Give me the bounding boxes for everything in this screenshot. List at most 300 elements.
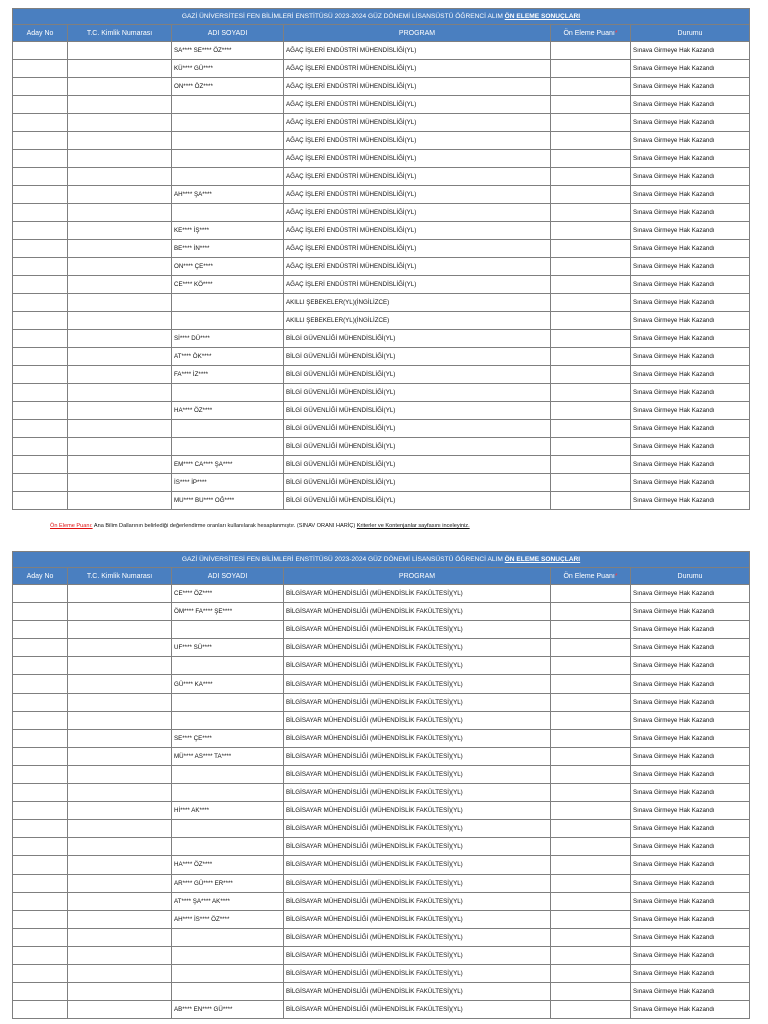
table-row: [13, 747, 750, 765]
score-cell: [551, 747, 631, 765]
status-cell: Sınava Girmeye Hak Kazandı: [631, 96, 750, 114]
program-cell: BİLGİSAYAR MÜHENDİSLİĞİ (MÜHENDİSLİK FAKÜLTESİ)(YL): [284, 765, 551, 783]
table-row: [13, 312, 750, 330]
status-cell: Sınava Girmeye Hak Kazandı: [631, 150, 750, 168]
col-header-name: ADI SOYADI: [172, 568, 284, 585]
column-header-row: [13, 25, 750, 42]
name-cell: [172, 838, 284, 856]
column-header-row: [13, 568, 750, 585]
name-cell: ON**** ÖZ****: [172, 78, 284, 96]
score-cell: [551, 420, 631, 438]
score-cell: [551, 964, 631, 982]
name-cell: SE**** ÇE****: [172, 729, 284, 747]
score-cell: [551, 802, 631, 820]
col-header-program: PROGRAM: [284, 568, 551, 585]
score-cell: [551, 946, 631, 964]
program-cell: AĞAÇ İŞLERİ ENDÜSTRİ MÜHENDİSLİĞİ(YL): [284, 204, 551, 222]
tc-cell: [68, 892, 172, 910]
name-cell: [172, 114, 284, 132]
aday-no-cell: [13, 946, 68, 964]
aday-no-cell: [13, 186, 68, 204]
aday-no-cell: [13, 402, 68, 420]
program-cell: AĞAÇ İŞLERİ ENDÜSTRİ MÜHENDİSLİĞİ(YL): [284, 222, 551, 240]
status-cell: Sınava Girmeye Hak Kazandı: [631, 657, 750, 675]
table-row: [13, 964, 750, 982]
aday-no-cell: [13, 258, 68, 276]
aday-no-cell: [13, 711, 68, 729]
status-cell: Sınava Girmeye Hak Kazandı: [631, 240, 750, 258]
name-cell: [172, 946, 284, 964]
aday-no-cell: [13, 150, 68, 168]
table-row: [13, 621, 750, 639]
score-cell: [551, 820, 631, 838]
aday-no-cell: [13, 639, 68, 657]
table-row: [13, 78, 750, 96]
tc-cell: [68, 910, 172, 928]
tc-cell: [68, 585, 172, 603]
status-cell: Sınava Girmeye Hak Kazandı: [631, 348, 750, 366]
program-cell: BİLGİSAYAR MÜHENDİSLİĞİ (MÜHENDİSLİK FAKÜLTESİ)(YL): [284, 639, 551, 657]
program-cell: BİLGİSAYAR MÜHENDİSLİĞİ (MÜHENDİSLİK FAKÜLTESİ)(YL): [284, 910, 551, 928]
col-header-program: PROGRAM: [284, 25, 551, 42]
aday-no-cell: [13, 856, 68, 874]
aday-no-cell: [13, 784, 68, 802]
table-row: [13, 456, 750, 474]
status-cell: Sınava Girmeye Hak Kazandı: [631, 330, 750, 348]
tc-cell: [68, 348, 172, 366]
aday-no-cell: [13, 765, 68, 783]
name-cell: Sİ**** DÜ****: [172, 330, 284, 348]
table-row: [13, 348, 750, 366]
col-header-tc: T.C. Kimlik Numarası: [68, 25, 172, 42]
score-cell: [551, 240, 631, 258]
tc-cell: [68, 186, 172, 204]
status-cell: Sınava Girmeye Hak Kazandı: [631, 420, 750, 438]
score-cell: [551, 384, 631, 402]
aday-no-cell: [13, 60, 68, 78]
footnote-text: Ana Bilim Dallarının belirlediği değerlendirme oranları kullanılarak hesaplanmıştır. (SINAV ORANI HARİÇ): [93, 523, 356, 529]
program-cell: BİLGİSAYAR MÜHENDİSLİĞİ (MÜHENDİSLİK FAKÜLTESİ)(YL): [284, 983, 551, 1001]
score-cell: [551, 42, 631, 60]
table-row: [13, 928, 750, 946]
aday-no-cell: [13, 78, 68, 96]
table-row: [13, 168, 750, 186]
table-row: [13, 765, 750, 783]
status-cell: Sınava Girmeye Hak Kazandı: [631, 892, 750, 910]
name-cell: CE**** KÖ****: [172, 276, 284, 294]
status-cell: Sınava Girmeye Hak Kazandı: [631, 784, 750, 802]
name-cell: MÜ**** AS**** TA****: [172, 747, 284, 765]
table-row: [13, 675, 750, 693]
status-cell: Sınava Girmeye Hak Kazandı: [631, 312, 750, 330]
program-cell: BİLGİ GÜVENLİĞİ MÜHENDİSLİĞİ(YL): [284, 366, 551, 384]
aday-no-cell: [13, 802, 68, 820]
program-cell: BİLGİSAYAR MÜHENDİSLİĞİ (MÜHENDİSLİK FAKÜLTESİ)(YL): [284, 820, 551, 838]
aday-no-cell: [13, 910, 68, 928]
program-cell: BİLGİSAYAR MÜHENDİSLİĞİ (MÜHENDİSLİK FAKÜLTESİ)(YL): [284, 874, 551, 892]
table-row: [13, 186, 750, 204]
name-cell: FA**** İZ****: [172, 366, 284, 384]
score-cell: [551, 258, 631, 276]
status-cell: Sınava Girmeye Hak Kazandı: [631, 294, 750, 312]
aday-no-cell: [13, 456, 68, 474]
col-header-tc: T.C. Kimlik Numarası: [68, 568, 172, 585]
tc-cell: [68, 240, 172, 258]
table-row: [13, 784, 750, 802]
program-cell: AĞAÇ İŞLERİ ENDÜSTRİ MÜHENDİSLİĞİ(YL): [284, 276, 551, 294]
table-row: [13, 820, 750, 838]
tc-cell: [68, 946, 172, 964]
aday-no-cell: [13, 276, 68, 294]
aday-no-cell: [13, 820, 68, 838]
tc-cell: [68, 456, 172, 474]
name-cell: [172, 621, 284, 639]
aday-no-cell: [13, 96, 68, 114]
name-cell: AT**** ŞA**** AK****: [172, 892, 284, 910]
program-cell: BİLGİ GÜVENLİĞİ MÜHENDİSLİĞİ(YL): [284, 402, 551, 420]
score-header-star: *: [614, 572, 618, 580]
table-row: [13, 438, 750, 456]
results-table-1: [12, 8, 749, 510]
score-cell: [551, 910, 631, 928]
name-cell: EM**** CA**** ŞA****: [172, 456, 284, 474]
col-header-status: Durumu: [631, 568, 750, 585]
status-cell: Sınava Girmeye Hak Kazandı: [631, 983, 750, 1001]
score-cell: [551, 366, 631, 384]
table-row: [13, 114, 750, 132]
aday-no-cell: [13, 729, 68, 747]
table-row: [13, 60, 750, 78]
tc-cell: [68, 765, 172, 783]
score-cell: [551, 222, 631, 240]
tc-cell: [68, 330, 172, 348]
program-cell: BİLGİ GÜVENLİĞİ MÜHENDİSLİĞİ(YL): [284, 474, 551, 492]
name-cell: [172, 204, 284, 222]
status-cell: Sınava Girmeye Hak Kazandı: [631, 693, 750, 711]
tc-cell: [68, 96, 172, 114]
score-header-star: *: [614, 29, 618, 37]
tc-cell: [68, 747, 172, 765]
score-cell: [551, 474, 631, 492]
table-row: [13, 892, 750, 910]
table-row: [13, 276, 750, 294]
program-cell: BİLGİSAYAR MÜHENDİSLİĞİ (MÜHENDİSLİK FAKÜLTESİ)(YL): [284, 621, 551, 639]
tc-cell: [68, 874, 172, 892]
aday-no-cell: [13, 348, 68, 366]
status-cell: Sınava Girmeye Hak Kazandı: [631, 747, 750, 765]
tc-cell: [68, 474, 172, 492]
table-row: [13, 729, 750, 747]
program-cell: BİLGİSAYAR MÜHENDİSLİĞİ (MÜHENDİSLİK FAKÜLTESİ)(YL): [284, 657, 551, 675]
table-row: [13, 384, 750, 402]
name-cell: ON**** ÇE****: [172, 258, 284, 276]
table-row: [13, 402, 750, 420]
name-cell: GÜ**** KA****: [172, 675, 284, 693]
name-cell: AT**** ÖK****: [172, 348, 284, 366]
table-row: [13, 132, 750, 150]
program-cell: BİLGİ GÜVENLİĞİ MÜHENDİSLİĞİ(YL): [284, 438, 551, 456]
table-row: [13, 603, 750, 621]
score-cell: [551, 114, 631, 132]
table-row: [13, 639, 750, 657]
status-cell: Sınava Girmeye Hak Kazandı: [631, 402, 750, 420]
program-cell: AĞAÇ İŞLERİ ENDÜSTRİ MÜHENDİSLİĞİ(YL): [284, 114, 551, 132]
table-row: [13, 983, 750, 1001]
name-cell: [172, 420, 284, 438]
status-cell: Sınava Girmeye Hak Kazandı: [631, 621, 750, 639]
aday-no-cell: [13, 983, 68, 1001]
score-cell: [551, 456, 631, 474]
tc-cell: [68, 42, 172, 60]
name-cell: [172, 765, 284, 783]
table-row: [13, 258, 750, 276]
table-row: [13, 1001, 750, 1019]
score-cell: [551, 838, 631, 856]
name-cell: ÖM**** FA**** ŞE****: [172, 603, 284, 621]
tc-cell: [68, 784, 172, 802]
table-row: [13, 222, 750, 240]
program-cell: BİLGİ GÜVENLİĞİ MÜHENDİSLİĞİ(YL): [284, 420, 551, 438]
program-cell: AKILLI ŞEBEKELER(YL)(İNGİLİZCE): [284, 312, 551, 330]
name-cell: Hİ**** AK****: [172, 802, 284, 820]
program-cell: BİLGİSAYAR MÜHENDİSLİĞİ (MÜHENDİSLİK FAKÜLTESİ)(YL): [284, 711, 551, 729]
program-cell: BİLGİ GÜVENLİĞİ MÜHENDİSLİĞİ(YL): [284, 384, 551, 402]
col-header-name: ADI SOYADI: [172, 25, 284, 42]
table-row: [13, 492, 750, 510]
aday-no-cell: [13, 693, 68, 711]
tc-cell: [68, 928, 172, 946]
table-row: [13, 474, 750, 492]
score-header-text: Ön Eleme Puanı: [563, 29, 615, 37]
status-cell: Sınava Girmeye Hak Kazandı: [631, 456, 750, 474]
score-cell: [551, 96, 631, 114]
name-cell: KE**** İŞ****: [172, 222, 284, 240]
score-cell: [551, 438, 631, 456]
title-highlight: ÖN ELEME SONUÇLARI: [504, 13, 581, 20]
tc-cell: [68, 639, 172, 657]
name-cell: CE**** ÖZ****: [172, 585, 284, 603]
tc-cell: [68, 964, 172, 982]
table-row: [13, 838, 750, 856]
program-cell: BİLGİSAYAR MÜHENDİSLİĞİ (MÜHENDİSLİK FAKÜLTESİ)(YL): [284, 1001, 551, 1019]
status-cell: Sınava Girmeye Hak Kazandı: [631, 928, 750, 946]
col-header-status: Durumu: [631, 25, 750, 42]
name-cell: AH**** ŞA****: [172, 186, 284, 204]
program-cell: BİLGİ GÜVENLİĞİ MÜHENDİSLİĞİ(YL): [284, 492, 551, 510]
score-cell: [551, 603, 631, 621]
aday-no-cell: [13, 366, 68, 384]
aday-no-cell: [13, 132, 68, 150]
score-cell: [551, 186, 631, 204]
program-cell: BİLGİSAYAR MÜHENDİSLİĞİ (MÜHENDİSLİK FAKÜLTESİ)(YL): [284, 747, 551, 765]
tc-cell: [68, 312, 172, 330]
name-cell: AR**** GÜ**** ER****: [172, 874, 284, 892]
status-cell: Sınava Girmeye Hak Kazandı: [631, 874, 750, 892]
status-cell: Sınava Girmeye Hak Kazandı: [631, 114, 750, 132]
name-cell: [172, 294, 284, 312]
tc-cell: [68, 294, 172, 312]
table-row: [13, 42, 750, 60]
aday-no-cell: [13, 874, 68, 892]
name-cell: [172, 964, 284, 982]
name-cell: [172, 820, 284, 838]
table-row: [13, 856, 750, 874]
score-cell: [551, 693, 631, 711]
tc-cell: [68, 492, 172, 510]
aday-no-cell: [13, 928, 68, 946]
aday-no-cell: [13, 384, 68, 402]
status-cell: Sınava Girmeye Hak Kazandı: [631, 186, 750, 204]
table-row: [13, 874, 750, 892]
aday-no-cell: [13, 240, 68, 258]
status-cell: Sınava Girmeye Hak Kazandı: [631, 132, 750, 150]
footnote-label: Ön Eleme Puanı:: [50, 523, 93, 529]
score-cell: [551, 585, 631, 603]
table-row: [13, 204, 750, 222]
name-cell: [172, 150, 284, 168]
table-row: [13, 946, 750, 964]
aday-no-cell: [13, 42, 68, 60]
program-cell: AĞAÇ İŞLERİ ENDÜSTRİ MÜHENDİSLİĞİ(YL): [284, 258, 551, 276]
score-cell: [551, 874, 631, 892]
score-cell: [551, 892, 631, 910]
tc-cell: [68, 856, 172, 874]
tc-cell: [68, 384, 172, 402]
status-cell: Sınava Girmeye Hak Kazandı: [631, 384, 750, 402]
score-cell: [551, 928, 631, 946]
status-cell: Sınava Girmeye Hak Kazandı: [631, 856, 750, 874]
score-cell: [551, 492, 631, 510]
program-cell: AĞAÇ İŞLERİ ENDÜSTRİ MÜHENDİSLİĞİ(YL): [284, 78, 551, 96]
aday-no-cell: [13, 114, 68, 132]
status-cell: Sınava Girmeye Hak Kazandı: [631, 675, 750, 693]
table-row: [13, 420, 750, 438]
name-cell: [172, 784, 284, 802]
program-cell: AĞAÇ İŞLERİ ENDÜSTRİ MÜHENDİSLİĞİ(YL): [284, 96, 551, 114]
score-cell: [551, 657, 631, 675]
tc-cell: [68, 729, 172, 747]
table-title: [13, 9, 750, 25]
aday-no-cell: [13, 312, 68, 330]
status-cell: Sınava Girmeye Hak Kazandı: [631, 603, 750, 621]
col-header-score: [551, 25, 631, 42]
score-cell: [551, 711, 631, 729]
name-cell: İS**** İP****: [172, 474, 284, 492]
status-cell: Sınava Girmeye Hak Kazandı: [631, 910, 750, 928]
status-cell: Sınava Girmeye Hak Kazandı: [631, 60, 750, 78]
tc-cell: [68, 838, 172, 856]
program-cell: BİLGİSAYAR MÜHENDİSLİĞİ (MÜHENDİSLİK FAKÜLTESİ)(YL): [284, 729, 551, 747]
status-cell: Sınava Girmeye Hak Kazandı: [631, 585, 750, 603]
program-cell: BİLGİSAYAR MÜHENDİSLİĞİ (MÜHENDİSLİK FAKÜLTESİ)(YL): [284, 585, 551, 603]
program-cell: AĞAÇ İŞLERİ ENDÜSTRİ MÜHENDİSLİĞİ(YL): [284, 60, 551, 78]
name-cell: [172, 96, 284, 114]
name-cell: [172, 438, 284, 456]
tc-cell: [68, 621, 172, 639]
score-cell: [551, 60, 631, 78]
tc-cell: [68, 1001, 172, 1019]
aday-no-cell: [13, 438, 68, 456]
criteria-link[interactable]: Kriterler ve Kontenjanlar sayfasını inceleyiniz.: [356, 523, 470, 529]
name-cell: AH**** İS**** ÖZ****: [172, 910, 284, 928]
tc-cell: [68, 276, 172, 294]
name-cell: [172, 168, 284, 186]
score-cell: [551, 204, 631, 222]
status-cell: Sınava Girmeye Hak Kazandı: [631, 222, 750, 240]
program-cell: AĞAÇ İŞLERİ ENDÜSTRİ MÜHENDİSLİĞİ(YL): [284, 132, 551, 150]
tc-cell: [68, 132, 172, 150]
name-cell: [172, 657, 284, 675]
status-cell: Sınava Girmeye Hak Kazandı: [631, 42, 750, 60]
table-row: [13, 910, 750, 928]
score-cell: [551, 729, 631, 747]
aday-no-cell: [13, 675, 68, 693]
tc-cell: [68, 78, 172, 96]
score-cell: [551, 1001, 631, 1019]
tc-cell: [68, 402, 172, 420]
aday-no-cell: [13, 964, 68, 982]
program-cell: BİLGİSAYAR MÜHENDİSLİĞİ (MÜHENDİSLİK FAKÜLTESİ)(YL): [284, 964, 551, 982]
table-title-row: [13, 9, 750, 25]
aday-no-cell: [13, 294, 68, 312]
aday-no-cell: [13, 747, 68, 765]
score-cell: [551, 784, 631, 802]
results-table-2: [12, 551, 749, 1019]
program-cell: AĞAÇ İŞLERİ ENDÜSTRİ MÜHENDİSLİĞİ(YL): [284, 42, 551, 60]
aday-no-cell: [13, 330, 68, 348]
tc-cell: [68, 258, 172, 276]
tc-cell: [68, 222, 172, 240]
score-cell: [551, 621, 631, 639]
aday-no-cell: [13, 420, 68, 438]
name-cell: [172, 983, 284, 1001]
aday-no-cell: [13, 892, 68, 910]
aday-no-cell: [13, 168, 68, 186]
score-cell: [551, 132, 631, 150]
name-cell: [172, 693, 284, 711]
score-cell: [551, 276, 631, 294]
name-cell: KÜ**** GÜ****: [172, 60, 284, 78]
status-cell: Sınava Girmeye Hak Kazandı: [631, 639, 750, 657]
status-cell: Sınava Girmeye Hak Kazandı: [631, 366, 750, 384]
tc-cell: [68, 60, 172, 78]
status-cell: Sınava Girmeye Hak Kazandı: [631, 711, 750, 729]
name-cell: [172, 711, 284, 729]
tc-cell: [68, 603, 172, 621]
name-cell: HA**** ÖZ****: [172, 856, 284, 874]
tc-cell: [68, 693, 172, 711]
program-cell: AĞAÇ İŞLERİ ENDÜSTRİ MÜHENDİSLİĞİ(YL): [284, 150, 551, 168]
score-cell: [551, 348, 631, 366]
name-cell: [172, 928, 284, 946]
status-cell: Sınava Girmeye Hak Kazandı: [631, 78, 750, 96]
table-row: [13, 150, 750, 168]
status-cell: Sınava Girmeye Hak Kazandı: [631, 204, 750, 222]
tc-cell: [68, 150, 172, 168]
score-cell: [551, 639, 631, 657]
status-cell: Sınava Girmeye Hak Kazandı: [631, 802, 750, 820]
status-cell: Sınava Girmeye Hak Kazandı: [631, 838, 750, 856]
status-cell: Sınava Girmeye Hak Kazandı: [631, 276, 750, 294]
name-cell: HA**** ÖZ****: [172, 402, 284, 420]
tc-cell: [68, 657, 172, 675]
score-cell: [551, 330, 631, 348]
name-cell: UF**** SÜ****: [172, 639, 284, 657]
program-cell: AĞAÇ İŞLERİ ENDÜSTRİ MÜHENDİSLİĞİ(YL): [284, 168, 551, 186]
program-cell: BİLGİSAYAR MÜHENDİSLİĞİ (MÜHENDİSLİK FAKÜLTESİ)(YL): [284, 675, 551, 693]
aday-no-cell: [13, 621, 68, 639]
table-row: [13, 240, 750, 258]
